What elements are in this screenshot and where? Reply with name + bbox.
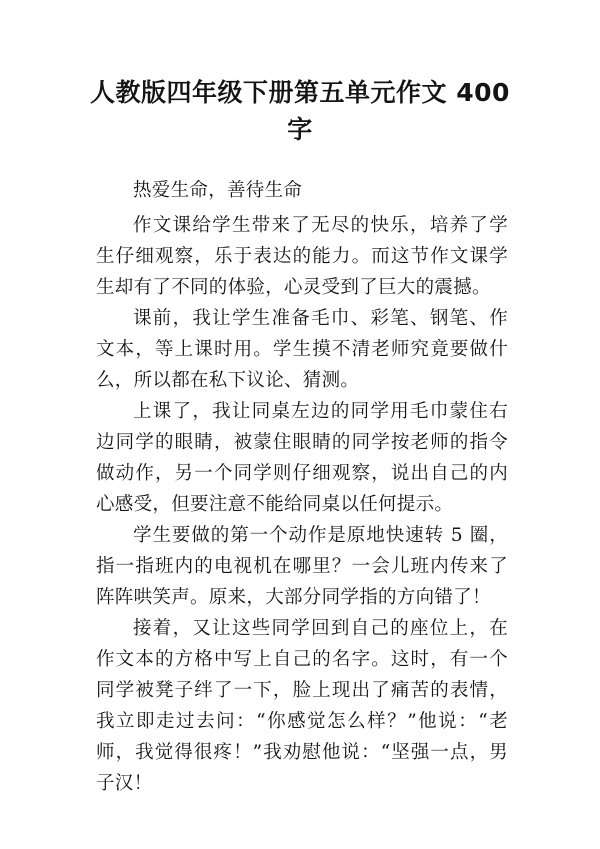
document-title: 人教版四年级下册第五单元作文 400 字 [90,78,510,144]
paragraph-5: 接着，又让这些同学回到自己的座位上，在作文本的方格中写上自己的名字。这时，有一个同学被凳子绊了一下，脸上现出了痛苦的表情，我立即走过去问：“你感觉怎么样？”他说：“老师，我觉得很疼！”我劝慰他说：“坚强一点，男子汉！ [96,618,508,794]
paragraph-1: 作文课给学生带来了无尽的快乐，培养了学生仔细观察，乐于表达的能力。而这节作文课学生却有了不同的体验，心灵受到了巨大的震撼。 [96,215,508,298]
paragraph-3: 上课了，我让同桌左边的同学用毛巾蒙住右边同学的眼睛，被蒙住眼睛的同学按老师的指令做动作，另一个同学则仔细观察，说出自己的内心感受，但要注意不能给同桌以任何提示。 [96,401,508,515]
paragraph-4: 学生要做的第一个动作是原地快速转 5 圈，指一指班内的电视机在哪里？一会儿班内传来了阵阵哄笑声。原来，大部分同学指的方向错了！ [96,525,508,608]
paragraph-2: 课前，我让学生准备毛巾、彩笔、钢笔、作文本，等上课时用。学生摸不清老师究竟要做什么，所以都在私下议论、猜测。 [96,308,508,391]
essay-subtitle: 热爱生命，善待生命 [133,180,303,201]
document-body [96,175,508,799]
